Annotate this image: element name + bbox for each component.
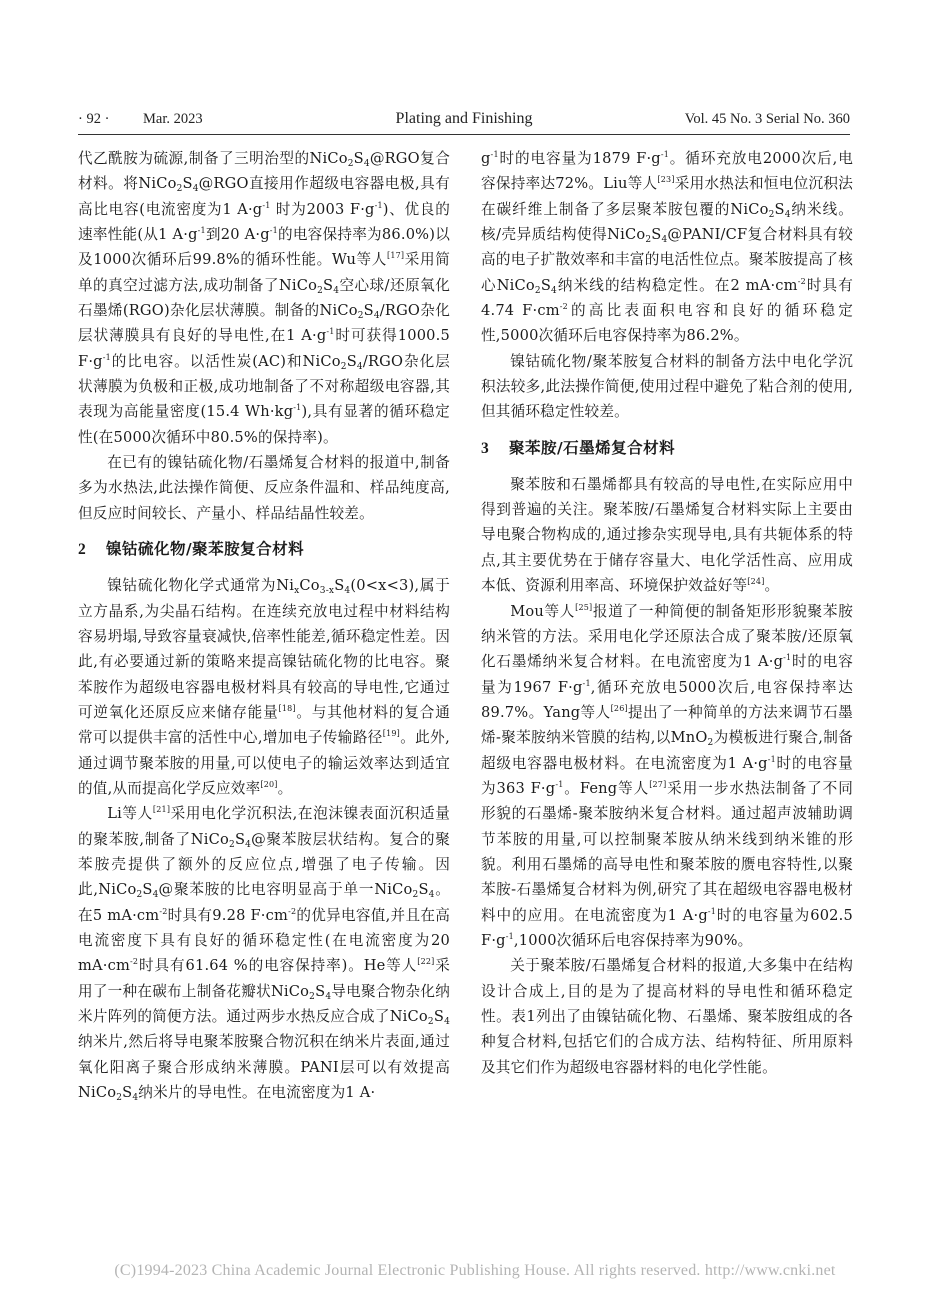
- paragraph: 镍钴硫化物化学式通常为$Ni_xCo_{3-x}S_4(0<x<3)$,属于立方晶系,为尖晶石结构。在连续充放电过程中材料结构容易坍塌,导致容量衰减快,倍率性能差,循环稳定性差。因此,有必要通过新的策略来提高镍钴硫化物的比电容。聚苯胺作为超级电容器电极材料具有较高的导电性,它通过可逆氧化还原反应来储存能量[18]。与其他材料的复合通常可以提供丰富的活性中心,增加电子传输路径[19]。此外,通过调节聚苯胺的用量,可以使电子的输运效率达到适宜的值,从而提高化学反应效率[20]。: [78, 577, 450, 797]
- paragraph: 关于聚苯胺/石墨烯复合材料的报道,大多集中在结构设计合成上,目的是为了提高材料的导电性和循环稳定性。表1列出了由镍钴硫化物、石墨烯、聚苯胺组成的各种复合材料,包括它们的合成方法、结构特征、所用原料及其它们作为超级电容器材料的电化学性能。: [481, 957, 853, 1076]
- header-divider: [78, 134, 850, 135]
- issue-date: Mar. 2023: [143, 111, 203, 127]
- paragraph: 在已有的镍钴硫化物/石墨烯复合材料的报道中,制备多为水热法,此法操作简便、反应条件温和、样品纯度高,但反应时间较长、产量小、样品结晶性较差。: [78, 454, 450, 522]
- section-heading-3: 3 聚苯胺/石墨烯复合材料: [481, 438, 676, 457]
- journal-title: Plating and Finishing: [395, 110, 533, 127]
- page-number: · 92 ·: [78, 111, 110, 127]
- paragraph: 聚苯胺和石墨烯都具有较高的导电性,在实际应用中得到普遍的关注。聚苯胺/石墨烯复合材料实际上主要由导电聚合物构成的,通过掺杂实现导电,具有共轭体系的特点,其主要优势在于储存容量大、电化学活性高、应用成本低、资源利用率高、环境保护效益好等[24]。: [481, 475, 853, 595]
- section-heading-2: 2 镍钴硫化物/聚苯胺复合材料: [78, 540, 305, 559]
- right-column: [481, 146, 853, 1080]
- paragraph: 代乙酰胺为硫源,制备了三明治型的$NiCo_2S_4@RGO$复合材料。将$NiCo_2S_4@RGO$直接用作超级电容器电极,具有高比电容(电流密度为1 $A\cdot g^{-1}$ 时为2003 $F\cdot g^{-1}$)、优良的速率性能(从1 $A\cdot g^{-1}$到20 $A\cdot g^{-1}$的电容保持率为86.0%)以及1000次循环后99.8%的循环性能。Wu等人[17]采用简单的真空过滤方法,成功制备了$NiCo_2S_4$空心球/还原氧化石墨烯(RGO)杂化层状薄膜。制备的$NiCo_2S_4$/RGO杂化层状薄膜具有良好的导电性,在1 $A\cdot g^{-1}$时可获得1000.5 $F\cdot g^{-1}$的比电容。以活性炭(AC)和$NiCo_2S_4$/RGO杂化层状薄膜为负极和正极,成功地制备了不对称超级电容器,其表现为高能量密度(15.4 $Wh\cdot kg^{-1}$),具有显著的循环稳定性(在5000次循环中80.5%的保持率)。: [78, 150, 451, 446]
- paragraph: 镍钴硫化物/聚苯胺复合材料的制备方法中电化学沉积法较多,此法操作简便,使用过程中避免了粘合剂的使用,但其循环稳定性较差。: [481, 352, 853, 421]
- copyright-footer: (C)1994-2023 China Academic Journal Electronic Publishing House. All rights reserved. http://www.cnki.net: [114, 1262, 836, 1279]
- paragraph: Mou等人[25]报道了一种简便的制备矩形形貌聚苯胺纳米管的方法。采用电化学还原法合成了聚苯胺/还原氧化石墨烯纳米复合材料。在电流密度为1 $A\cdot g^{-1}$时的电容量为1967 $F\cdot g^{-1}$,循环充放电5000次后,电容保持率达89.7%。Yang等人[26]提出了一种简单的方法来调节石墨烯-聚苯胺纳米管膜的结构,以MnO$_2$为模板进行聚合,制备超级电容器电极材料。在电流密度为1 $A\cdot g^{-1}$时的电容量为363 $F\cdot g^{-1}$。Feng等人[27]采用一步水热法制备了不同形貌的石墨烯-聚苯胺纳米复合材料。通过超声波辅助调节苯胺的用量,可以控制聚苯胺从纳米线到纳米锥的形貌。利用石墨烯的高导电性和聚苯胺的赝电容特性,以聚苯胺-石墨烯复合材料为例,研究了其在超级电容器电极材料中的应用。在电流密度为1 $A\cdot g^{-1}$时的电容量为602.5 $F\cdot g^{-1},1000$次循环后电容保持率为90%。: [481, 602, 854, 949]
- paragraph: $g^{-1}$时的电容量为1879 $F\cdot g^{-1}$。循环充放电2000次后,电容保持率达72%。Liu等人[23]采用水热法和恒电位沉积法在碳纤维上制备了多层聚苯胺包覆的$NiCo_2S_4$纳米线。核/壳异质结构使得$NiCo_2S_4@PANI/CF$复合材料具有较高的电子扩散效率和丰富的电活性位点。聚苯胺提高了核心$NiCo_2S_4$纳米线的结构稳定性。在2 $mA\cdot cm^{-2}$时具有4.74 $F\cdot cm^{-2}$的高比表面积电容和良好的循环稳定性,5000次循环后电容保持率为86.2%。: [481, 150, 853, 345]
- left-column: [78, 146, 450, 1105]
- running-header: [78, 109, 850, 135]
- volume-info: Vol. 45 No. 3 Serial No. 360: [684, 111, 850, 127]
- paragraph: Li等人[21]采用电化学沉积法,在泡沫镍表面沉积适量的聚苯胺,制备了$NiCo_2S_4@$聚苯胺层状结构。复合的聚苯胺壳提供了额外的反应位点,增强了电子传输。因此$,NiCo_2S_4@$聚苯胺的比电容明显高于单一$NiCo_2S_4$。在5 $mA\cdot cm^{-2}$时具有9.28 $F\cdot cm^{-2}$的优异电容值,并且在高电流密度下具有良好的循环稳定性(在电流密度为20 $mA\cdot cm^{-2}$时具有61.64 %的电容保持率)。He等人[22]采用了一种在碳布上制备花瓣状$NiCo_2S_4$导电聚合物杂化纳米片阵列的简便方法。通过两步水热反应合成了$NiCo_2S_4$纳米片,然后将导电聚苯胺聚合物沉积在纳米片表面,通过氧化阳离子聚合形成纳米薄膜。PANI层可以有效提高$NiCo_2S_4$纳米片的导电性。在电流密度为1 A·: [78, 805, 451, 1104]
